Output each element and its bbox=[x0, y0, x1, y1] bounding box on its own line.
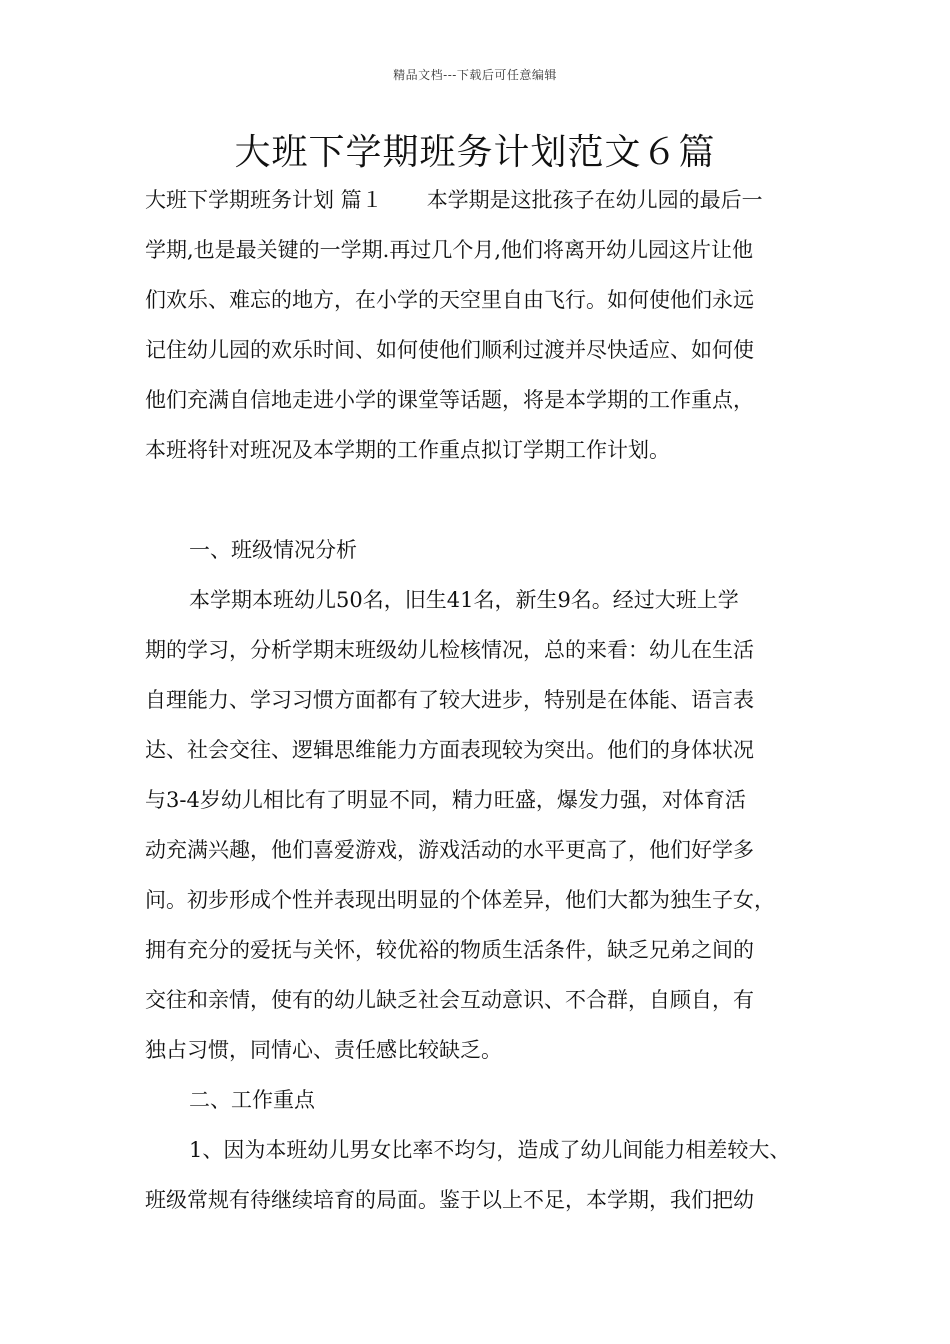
paragraph-line: 拥有充分的爱抚与关怀，较优裕的物质生活条件，缺乏兄弟之间的 bbox=[145, 938, 754, 962]
document-title: 大班下学期班务计划范文６篇 bbox=[234, 132, 716, 173]
paragraph-line: 他们充满自信地走进小学的课堂等话题，将是本学期的工作重点， bbox=[145, 388, 754, 412]
paragraph-line: 独占习惯，同情心、责任感比较缺乏。 bbox=[145, 1038, 502, 1062]
paragraph-line: 班级常规有待继续培育的局面。鉴于以上不足，本学期，我们把幼 bbox=[145, 1188, 754, 1212]
intro-text: 本学期是这批孩子在幼儿园的最后一 bbox=[426, 188, 763, 212]
paragraph-line: 交往和亲情，使有的幼儿缺乏社会互动意识、不合群，自顾自，有 bbox=[145, 988, 754, 1012]
section-heading-work-focus: 二、工作重点 bbox=[189, 1088, 315, 1112]
header-note: 精品文档---下载后可任意编辑 bbox=[393, 68, 557, 82]
paragraph-line: 本班将针对班况及本学期的工作重点拟订学期工作计划。 bbox=[145, 438, 670, 462]
document-body bbox=[145, 175, 835, 1225]
paragraph-line: 达、社会交往、逻辑思维能力方面表现较为突出。他们的身体状况 bbox=[145, 738, 754, 762]
paragraph-line: 本学期本班幼儿50名，旧生41名，新生9名。经过大班上学 bbox=[189, 588, 739, 612]
paragraph-spacer bbox=[145, 475, 835, 525]
paragraph-line: 自理能力、学习习惯方面都有了较大进步，特别是在体能、语言表 bbox=[145, 688, 754, 712]
paragraph-line: 期的学习，分析学期末班级幼儿检核情况，总的来看：幼儿在生活 bbox=[145, 638, 754, 662]
intro-line-1 bbox=[145, 175, 835, 225]
paragraph-line: 与3-4岁幼儿相比有了明显不同，精力旺盛，爆发力强，对体育活 bbox=[145, 788, 746, 812]
intro-prefix: 大班下学期班务计划 篇１ bbox=[145, 188, 383, 212]
paragraph-line: 们欢乐、难忘的地方，在小学的天空里自由飞行。如何使他们永远 bbox=[145, 288, 754, 312]
paragraph-line: 学期,也是最关键的一学期.再过几个月,他们将离开幼儿园这片让他 bbox=[145, 238, 754, 262]
paragraph-line: 问。初步形成个性并表现出明显的个体差异，他们大都为独生子女， bbox=[145, 888, 775, 912]
paragraph-line: 1、因为本班幼儿男女比率不均匀，造成了幼儿间能力相差较大、 bbox=[189, 1138, 791, 1162]
paragraph-line: 记住幼儿园的欢乐时间、如何使他们顺利过渡并尽快适应、如何使 bbox=[145, 338, 754, 362]
paragraph-line: 动充满兴趣，他们喜爱游戏，游戏活动的水平更高了，他们好学多 bbox=[145, 838, 754, 862]
section-heading-class-analysis: 一、班级情况分析 bbox=[189, 538, 357, 562]
